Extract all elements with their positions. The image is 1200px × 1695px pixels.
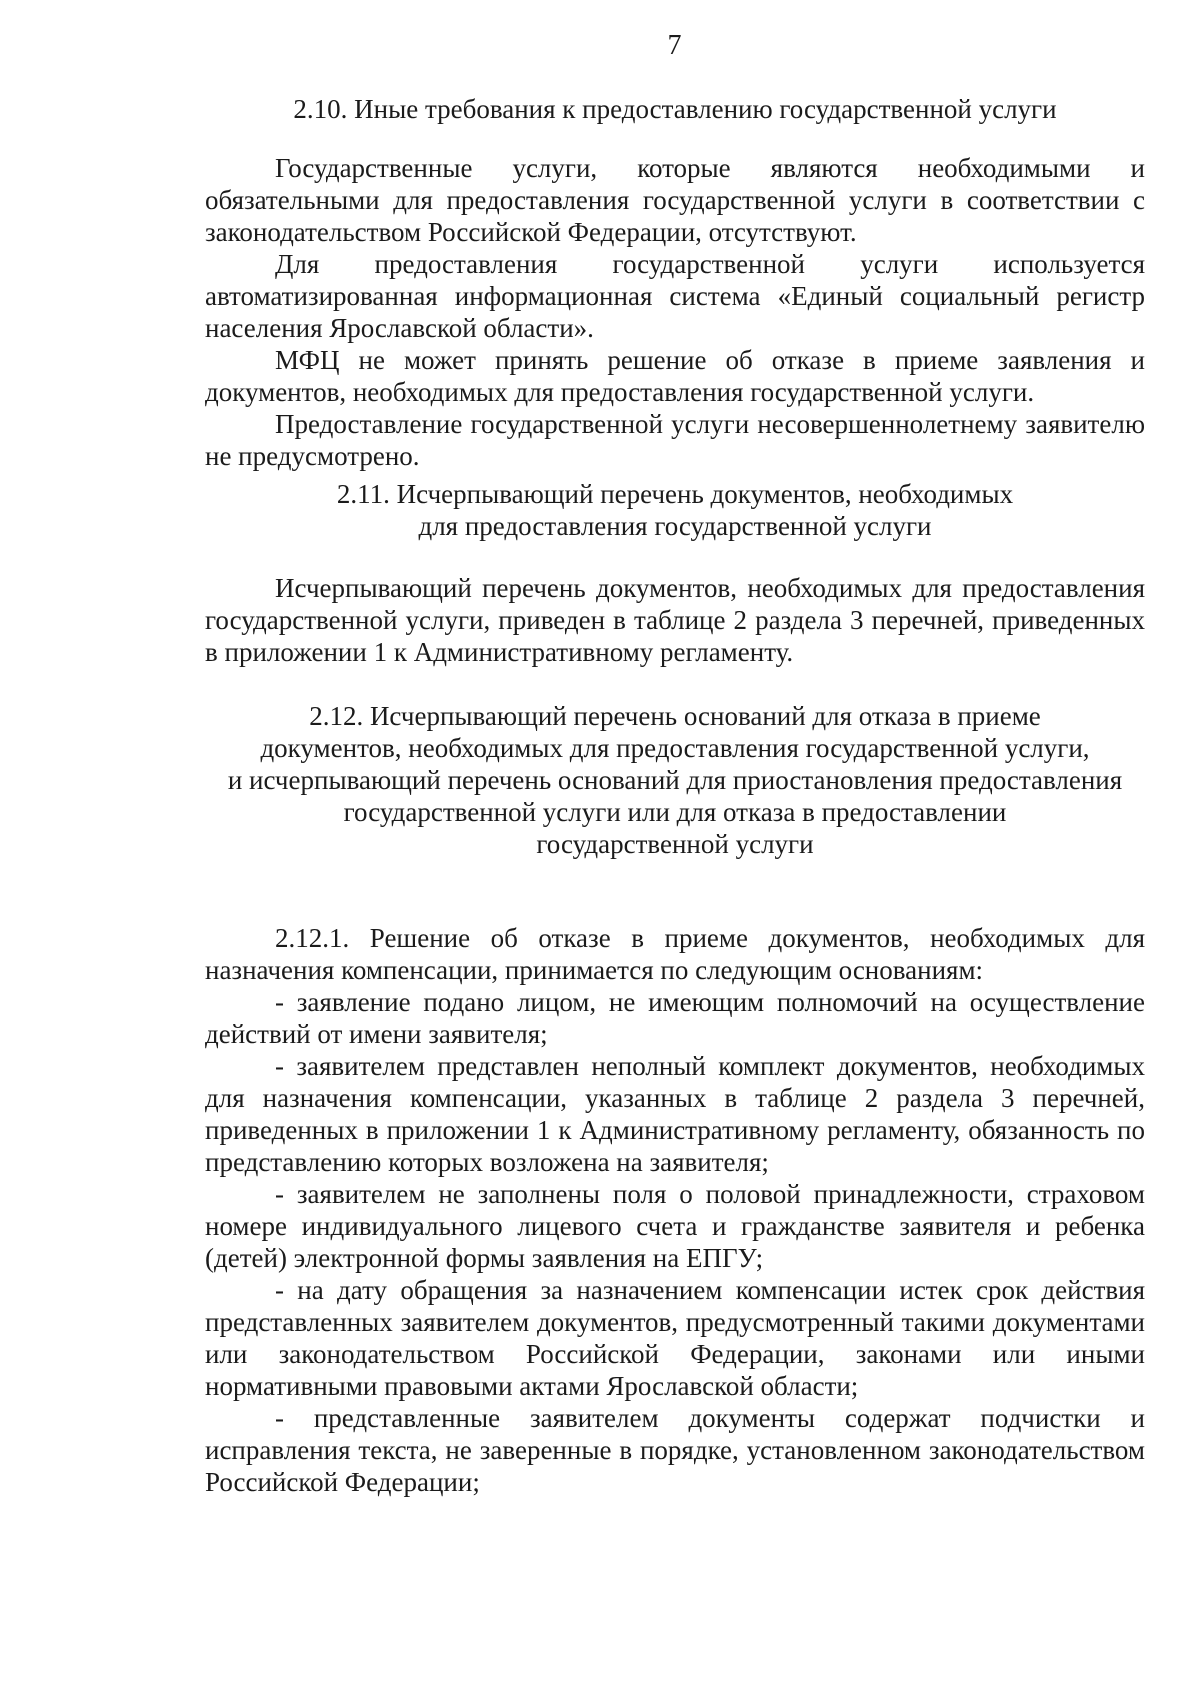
paragraph: Для предоставления государственной услуги используется автоматизированная информационная система «Единый социальный регистр населения Ярославской области». [205, 249, 1145, 343]
heading-line: и исчерпывающий перечень оснований для приостановления предоставления [227, 765, 1123, 795]
paragraph: Государственные услуги, которые являются необходимыми и обязательными для предоставления государственной услуги в соответствии с законодательством Российской Федерации, отсутствуют. [205, 153, 1145, 247]
heading-line: документов, необходимых для предоставления государственной услуги, [260, 733, 1090, 763]
list-item: - на дату обращения за назначением компенсации истек срок действия представленных заявителем документов, предусмотренный такими документами или законодательством Российской Федерации, законами или иными нормативными правовыми актами Ярославской области; [205, 1275, 1145, 1401]
section-heading-2-11 [205, 478, 1145, 542]
heading-line: для предоставления государственной услуги [418, 511, 932, 541]
section-body-2-11 [205, 572, 1145, 668]
list-item: - заявителем не заполнены поля о половой принадлежности, страховом номере индивидуального лицевого счета и гражданстве заявителя и ребенка (детей) электронной формы заявления на ЕПГУ; [205, 1179, 1145, 1273]
heading-line: 2.10. Иные требования к предоставлению государственной услуги [293, 94, 1057, 124]
section-heading-2-10 [205, 93, 1145, 125]
list-item: - представленные заявителем документы содержат подчистки и исправления текста, не заверенные в порядке, установленном законодательством Российской Федерации; [205, 1403, 1145, 1497]
paragraph: Предоставление государственной услуги несовершеннолетнему заявителю не предусмотрено. [205, 409, 1145, 471]
page-number: 7 [667, 30, 682, 61]
section-body-2-10 [205, 152, 1145, 472]
section-heading-2-12 [205, 700, 1145, 860]
heading-line: 2.11. Исчерпывающий перечень документов, необходимых [336, 479, 1014, 509]
paragraph: Исчерпывающий перечень документов, необходимых для предоставления государственной услуги, приведен в таблице 2 раздела 3 перечней, приведенных в приложении 1 к Административному регламенту. [205, 573, 1145, 667]
list-item: - заявление подано лицом, не имеющим полномочий на осуществление действий от имени заявителя; [205, 987, 1145, 1049]
section-body-2-12 [205, 922, 1145, 1498]
heading-line: государственной услуги или для отказа в предоставлении [343, 797, 1007, 827]
paragraph: МФЦ не может принять решение об отказе в приеме заявления и документов, необходимых для предоставления государственной услуги. [205, 345, 1145, 407]
heading-line: 2.12. Исчерпывающий перечень оснований для отказа в приеме [309, 701, 1041, 731]
paragraph: 2.12.1. Решение об отказе в приеме документов, необходимых для назначения компенсации, принимается по следующим основаниям: [205, 923, 1145, 985]
heading-line: государственной услуги [536, 829, 814, 859]
list-item: - заявителем представлен неполный комплект документов, необходимых для назначения компенсации, указанных в таблице 2 раздела 3 перечней, приведенных в приложении 1 к Административному регламенту, обязанность по представлению которых возложена на заявителя; [205, 1051, 1145, 1177]
